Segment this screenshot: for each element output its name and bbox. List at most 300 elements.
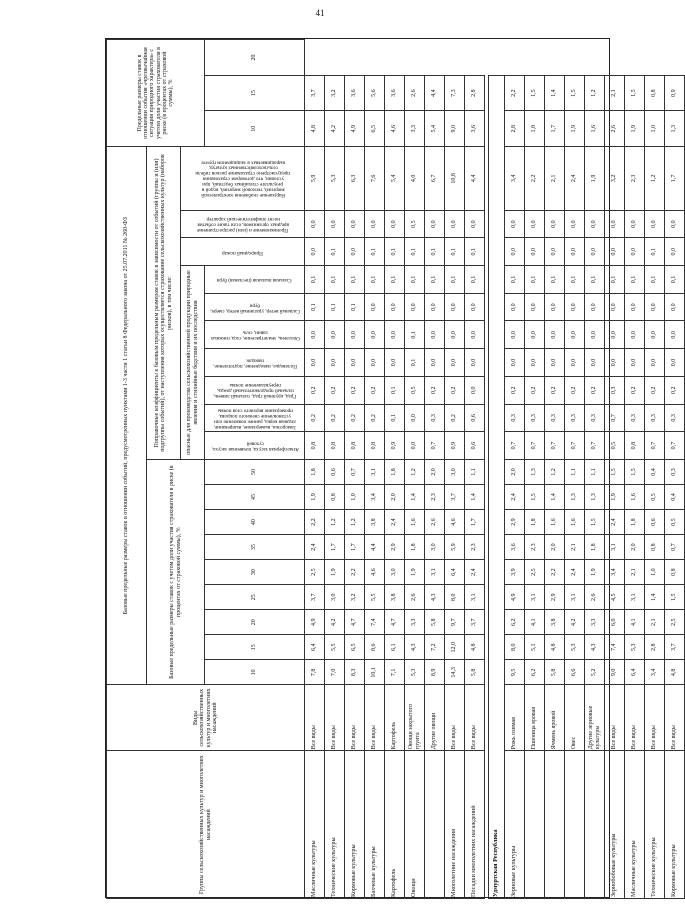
table-row xyxy=(325,40,345,899)
page-number: 41 xyxy=(315,8,325,18)
value-cell: 0,3 xyxy=(665,459,685,484)
value-cell: 0,2 xyxy=(345,404,365,432)
value-cell: 0,0 xyxy=(345,349,365,377)
col-base-45: 45 xyxy=(205,484,305,509)
value-cell: 3,7 xyxy=(305,75,325,111)
value-cell: 0,1 xyxy=(385,238,405,266)
region-title: Удмуртская Республика xyxy=(489,75,505,898)
value-cell: 0,8 xyxy=(625,432,645,460)
value-cell: 4,9 xyxy=(345,111,365,147)
value-cell: 0,1 xyxy=(565,266,585,294)
value-cell: 1,4 xyxy=(545,75,565,111)
value-cell: 1,6 xyxy=(405,510,425,535)
value-cell: 3,4 xyxy=(505,147,525,211)
value-cell: 5,2 xyxy=(585,660,605,685)
value-cell: 0,9 xyxy=(385,432,405,460)
value-cell: 2,1 xyxy=(645,610,665,635)
value-cell: 1,9 xyxy=(305,484,325,509)
value-cell: 9,0 xyxy=(445,111,465,147)
header-pests: Проникновение и (или) распространение вредных организмов, если такие события носят эпифитотический характер xyxy=(181,210,305,238)
value-cell: 0,0 xyxy=(425,321,445,349)
value-cell: 7,0 xyxy=(325,660,345,685)
col-base-25: 25 xyxy=(205,585,305,610)
value-cell: 2,2 xyxy=(345,560,365,585)
value-cell: 2,4 xyxy=(505,484,525,509)
value-cell: 5,3 xyxy=(625,635,645,660)
region-row xyxy=(489,40,505,899)
group-cell xyxy=(565,751,585,899)
value-cell: 0,2 xyxy=(325,404,345,432)
value-cell: 0,1 xyxy=(405,266,425,294)
value-cell: 1,6 xyxy=(565,510,585,535)
table-row xyxy=(465,40,485,899)
value-cell: 1,5 xyxy=(625,459,645,484)
value-cell: 4,1 xyxy=(525,610,545,635)
value-cell: 0,1 xyxy=(305,266,325,294)
value-cell: 10,1 xyxy=(365,660,385,685)
col-base-10: 10 xyxy=(205,660,305,685)
crop-cell: Все виды xyxy=(305,685,325,751)
value-cell: 2,6 xyxy=(585,585,605,610)
col-base-20: 20 xyxy=(205,610,305,635)
value-cell: 1,1 xyxy=(465,459,485,484)
value-cell: 0,0 xyxy=(305,321,325,349)
value-cell: 0,6 xyxy=(645,510,665,535)
table-header xyxy=(107,40,305,899)
value-cell: 5,1 xyxy=(525,635,545,660)
value-cell: 3,4 xyxy=(365,484,385,509)
value-cell: 2,0 xyxy=(505,459,525,484)
value-cell: 0,0 xyxy=(625,210,645,238)
header-coef: Поправочные коэффициенты к базовым предельным размерам ставок в зависимости от событий (группы и (или) подгруппы событий), от наступления которых осуществляется страхование сельскохозяйственных культур (наборов рисков), в том числе: xyxy=(147,147,181,460)
group-cell xyxy=(425,751,445,899)
value-cell: 1,8 xyxy=(405,535,425,560)
value-cell: 2,3 xyxy=(465,535,485,560)
value-cell: 4,3 xyxy=(405,635,425,660)
value-cell: 0,0 xyxy=(405,404,425,432)
value-cell: 2,4 xyxy=(605,510,625,535)
group-cell: Бахчевые культуры xyxy=(365,751,385,899)
table-row xyxy=(445,40,465,899)
table-row xyxy=(425,40,445,899)
value-cell: 0,0 xyxy=(305,349,325,377)
value-cell: 6,2 xyxy=(525,660,545,685)
value-cell: 0,0 xyxy=(365,210,385,238)
value-cell: 2,9 xyxy=(545,585,565,610)
table-row xyxy=(345,40,365,899)
table-body xyxy=(305,40,685,899)
value-cell: 0,3 xyxy=(565,404,585,432)
value-cell: 4,6 xyxy=(385,111,405,147)
value-cell: 0,7 xyxy=(505,432,525,460)
value-cell: 0,0 xyxy=(425,349,445,377)
col-nature-4: Половодье, наводнение, подтопление, паводок xyxy=(205,349,305,377)
value-cell: 0,0 xyxy=(405,432,425,460)
value-cell: 6,4 xyxy=(445,560,465,585)
value-cell: 0,1 xyxy=(525,266,545,294)
crop-cell: Все виды xyxy=(365,685,385,751)
group-cell: Овощи xyxy=(405,751,425,899)
value-cell: 1,2 xyxy=(405,459,425,484)
value-cell: 1,1 xyxy=(565,459,585,484)
value-cell: 4,2 xyxy=(325,111,345,147)
value-cell: 7,3 xyxy=(445,75,465,111)
value-cell: 0,2 xyxy=(625,376,645,404)
group-cell: Кормовые культуры xyxy=(665,751,685,899)
value-cell: 0,0 xyxy=(645,349,665,377)
value-cell: 1,3 xyxy=(525,459,545,484)
value-cell: 0,0 xyxy=(605,349,625,377)
header-base-rate: Базовые предельные размеры ставок в отношении событий, предусмотренных пунктами 1-3 части 1 статьи 8 Федерального закона от 25.07.2011 № 260-ФЗ xyxy=(107,147,147,685)
value-cell: 0,0 xyxy=(325,321,345,349)
value-cell: 1,9 xyxy=(565,111,585,147)
value-cell: 3,2 xyxy=(345,585,365,610)
value-cell: 5,8 xyxy=(425,610,445,635)
value-cell: 0,7 xyxy=(345,459,365,484)
value-cell: 1,6 xyxy=(545,510,565,535)
value-cell: 3,2 xyxy=(325,75,345,111)
col-limit-10: 10 xyxy=(205,111,305,147)
value-cell: 0,3 xyxy=(505,404,525,432)
col-nature-2: Заморозки, вымерзание, выпревание, ледяная корка, раннее появление или установление снежного покрова, промерзание верхнего слоя почвы xyxy=(205,404,305,432)
value-cell: 0,0 xyxy=(505,293,525,321)
value-cell: 1,2 xyxy=(325,510,345,535)
value-cell: 0,7 xyxy=(645,432,665,460)
value-cell: 0,4 xyxy=(665,484,685,509)
value-cell: 4,2 xyxy=(565,610,585,635)
value-cell: 0,3 xyxy=(645,404,665,432)
value-cell: 0,0 xyxy=(525,293,545,321)
value-cell: 0,1 xyxy=(325,238,345,266)
value-cell: 0,0 xyxy=(345,238,365,266)
col-limit-15: 15 xyxy=(205,75,305,111)
value-cell: 4,4 xyxy=(365,535,385,560)
value-cell: 0,7 xyxy=(605,404,625,432)
crop-cell: Другие овощи xyxy=(425,685,445,751)
col-base-50: 50 xyxy=(205,459,305,484)
value-cell: 0,2 xyxy=(665,376,685,404)
value-cell: 12,0 xyxy=(445,635,465,660)
value-cell: 0,1 xyxy=(345,293,365,321)
value-cell: 0,1 xyxy=(645,266,665,294)
value-cell: 1,9 xyxy=(325,560,345,585)
value-cell: 2,8 xyxy=(465,75,485,111)
value-cell: 0,0 xyxy=(645,210,665,238)
value-cell: 0,0 xyxy=(565,238,585,266)
value-cell: 2,1 xyxy=(605,75,625,111)
value-cell: 0,3 xyxy=(605,376,625,404)
value-cell: 6,3 xyxy=(345,147,365,211)
value-cell: 0,1 xyxy=(325,266,345,294)
value-cell: 0,0 xyxy=(585,293,605,321)
value-cell: 3,7 xyxy=(665,635,685,660)
value-cell: 7,2 xyxy=(425,635,445,660)
value-cell: 0,8 xyxy=(325,484,345,509)
value-cell: 2,2 xyxy=(525,147,545,211)
value-cell: 1,8 xyxy=(625,510,645,535)
value-cell: 0,0 xyxy=(385,293,405,321)
value-cell: 3,8 xyxy=(385,585,405,610)
table-row xyxy=(625,40,645,899)
value-cell: 0,0 xyxy=(365,321,385,349)
value-cell: 2,4 xyxy=(565,147,585,211)
value-cell: 3,1 xyxy=(465,585,485,610)
value-cell: 0,0 xyxy=(325,210,345,238)
col-nature-6: Сильный ветер, ураганный ветер, смерч, буря xyxy=(205,293,305,321)
header-power: Нарушение снабжения электрической энергией, тепловой энергией, водой в результате стихийных бедствий, при условии, что договором страхования предусмотрено страхование рисков гибели сельскохозяйственных культур, выращиваемых в защищенном грунте xyxy=(181,147,305,211)
value-cell: 5,9 xyxy=(305,147,325,211)
value-cell: 0,4 xyxy=(645,459,665,484)
value-cell: 2,0 xyxy=(425,459,445,484)
table-row xyxy=(645,40,665,899)
value-cell: 0,0 xyxy=(505,349,525,377)
value-cell: 1,3 xyxy=(585,484,605,509)
group-cell: Зерновые культуры xyxy=(505,751,525,899)
header-nature: опасные для производства сельскохозяйственной продукции природные явления и стихийные бедствия и их последствия xyxy=(181,266,205,460)
header-kinds: Виды сельскохозяйственных культур и многолетних насаждений xyxy=(107,685,305,751)
value-cell: 0,3 xyxy=(665,404,685,432)
rotated-table-frame xyxy=(105,38,678,898)
value-cell: 0,0 xyxy=(325,349,345,377)
value-cell: 0,7 xyxy=(425,432,445,460)
value-cell: 0,2 xyxy=(345,376,365,404)
value-cell: 1,6 xyxy=(585,111,605,147)
value-cell: 7,8 xyxy=(305,660,325,685)
value-cell: 6,6 xyxy=(565,660,585,685)
value-cell: 0,9 xyxy=(665,75,685,111)
value-cell: 0,1 xyxy=(425,266,445,294)
value-cell: 0,0 xyxy=(465,293,485,321)
value-cell: 5,8 xyxy=(545,660,565,685)
group-cell xyxy=(585,751,605,899)
value-cell: 1,0 xyxy=(645,111,665,147)
value-cell: 0,0 xyxy=(385,210,405,238)
value-cell: 3,3 xyxy=(585,610,605,635)
value-cell: 2,1 xyxy=(545,147,565,211)
header-base-sub: Базовые предельные размеры ставок с учетом доли участия страхователя в риске (в процентах от страховой суммы), % xyxy=(147,459,205,684)
value-cell: 1,3 xyxy=(565,484,585,509)
value-cell: 6,5 xyxy=(365,111,385,147)
value-cell: 1,9 xyxy=(605,484,625,509)
group-cell: Технические культуры xyxy=(325,751,345,899)
value-cell: 4,6 xyxy=(445,510,465,535)
value-cell: 1,2 xyxy=(345,510,365,535)
value-cell: 0,0 xyxy=(645,321,665,349)
value-cell: 0,5 xyxy=(605,432,625,460)
value-cell: 0,6 xyxy=(465,404,485,432)
value-cell: 7,6 xyxy=(365,147,385,211)
value-cell: 0,5 xyxy=(645,484,665,509)
value-cell: 3,4 xyxy=(645,660,665,685)
value-cell: 2,4 xyxy=(305,535,325,560)
value-cell: 0,9 xyxy=(445,432,465,460)
col-nature-7: Сильная пыльная (песчаная) буря xyxy=(205,266,305,294)
value-cell: 4,8 xyxy=(465,635,485,660)
group-cell: Картофель xyxy=(385,751,405,899)
value-cell: 1,7 xyxy=(545,111,565,147)
value-cell: 0,1 xyxy=(405,238,425,266)
value-cell: 0,1 xyxy=(345,266,365,294)
table-row xyxy=(525,40,545,899)
value-cell: 0,2 xyxy=(325,376,345,404)
value-cell: 0,0 xyxy=(465,210,485,238)
value-cell: 4,6 xyxy=(365,560,385,585)
value-cell: 0,1 xyxy=(665,266,685,294)
crop-cell: Рожь озимая xyxy=(505,685,525,751)
value-cell: 0,1 xyxy=(445,266,465,294)
value-cell: 0,0 xyxy=(445,349,465,377)
value-cell: 2,1 xyxy=(625,560,645,585)
group-cell: Зернобобовые культуры xyxy=(605,751,625,899)
crop-cell: Овес xyxy=(565,685,585,751)
value-cell: 2,5 xyxy=(525,560,545,585)
value-cell: 0,0 xyxy=(585,210,605,238)
value-cell: 6,7 xyxy=(425,147,445,211)
value-cell: 5,6 xyxy=(365,75,385,111)
value-cell: 1,9 xyxy=(405,560,425,585)
value-cell: 4,2 xyxy=(325,610,345,635)
value-cell: 3,8 xyxy=(365,510,385,535)
value-cell: 0,0 xyxy=(525,210,545,238)
value-cell: 0,1 xyxy=(645,238,665,266)
group-cell xyxy=(525,751,545,899)
group-cell: Посадки многолетних насаждений xyxy=(465,751,485,899)
value-cell: 0,1 xyxy=(305,293,325,321)
value-cell: 4,7 xyxy=(345,610,365,635)
value-cell: 0,0 xyxy=(465,349,485,377)
value-cell: 3,8 xyxy=(545,610,565,635)
value-cell: 5,4 xyxy=(385,147,405,211)
value-cell: 0,0 xyxy=(385,349,405,377)
value-cell: 0,7 xyxy=(585,432,605,460)
value-cell: 4,7 xyxy=(385,610,405,635)
value-cell: 0,0 xyxy=(405,293,425,321)
value-cell: 0,0 xyxy=(565,293,585,321)
value-cell: 0,8 xyxy=(365,432,385,460)
header-fire: Природный пожар xyxy=(181,238,305,266)
value-cell: 0,3 xyxy=(585,404,605,432)
value-cell: 0,1 xyxy=(465,238,485,266)
value-cell: 0,1 xyxy=(625,266,645,294)
value-cell: 0,8 xyxy=(305,432,325,460)
value-cell: 0,0 xyxy=(545,321,565,349)
value-cell: 2,5 xyxy=(665,610,685,635)
value-cell: 0,0 xyxy=(525,349,545,377)
crop-cell: Картофель xyxy=(385,685,405,751)
value-cell: 0,1 xyxy=(385,376,405,404)
group-cell: Многолетние насаждения xyxy=(445,751,465,899)
value-cell: 1,7 xyxy=(465,510,485,535)
value-cell: 3,1 xyxy=(625,585,645,610)
value-cell: 2,6 xyxy=(405,585,425,610)
value-cell: 0,3 xyxy=(525,404,545,432)
value-cell: 0,0 xyxy=(505,238,525,266)
value-cell: 3,1 xyxy=(425,560,445,585)
crop-cell: Все виды xyxy=(625,685,645,751)
value-cell: 1,7 xyxy=(345,535,365,560)
value-cell: 4,9 xyxy=(505,585,525,610)
value-cell: 0,1 xyxy=(585,266,605,294)
value-cell: 1,4 xyxy=(465,484,485,509)
value-cell: 0,5 xyxy=(405,210,425,238)
value-cell: 10,8 xyxy=(445,147,465,211)
value-cell: 0,2 xyxy=(445,376,465,404)
value-cell: 3,2 xyxy=(605,147,625,211)
value-cell: 0,0 xyxy=(445,321,465,349)
value-cell: 2,6 xyxy=(405,75,425,111)
value-cell: 3,7 xyxy=(445,484,465,509)
value-cell: 0,0 xyxy=(565,210,585,238)
value-cell: 0,0 xyxy=(665,349,685,377)
value-cell: 0,0 xyxy=(305,238,325,266)
value-cell: 3,0 xyxy=(385,560,405,585)
value-cell: 2,3 xyxy=(425,484,445,509)
value-cell: 4,4 xyxy=(465,147,485,211)
value-cell: 3,1 xyxy=(605,535,625,560)
value-cell: 1,4 xyxy=(405,484,425,509)
value-cell: 4,9 xyxy=(305,610,325,635)
value-cell: 7,4 xyxy=(365,610,385,635)
value-cell: 0,1 xyxy=(365,238,385,266)
table-row xyxy=(385,40,405,899)
crop-cell: Ячмень яровой xyxy=(545,685,565,751)
value-cell: 3,0 xyxy=(445,459,465,484)
value-cell: 2,2 xyxy=(305,510,325,535)
value-cell: 0,0 xyxy=(545,349,565,377)
value-cell: 9,0 xyxy=(605,660,625,685)
value-cell: 4,4 xyxy=(425,75,445,111)
value-cell: 0,1 xyxy=(465,266,485,294)
value-cell: 1,9 xyxy=(585,147,605,211)
value-cell: 0,0 xyxy=(625,293,645,321)
value-cell: 0,0 xyxy=(585,321,605,349)
value-cell: 0,7 xyxy=(545,432,565,460)
value-cell: 1,5 xyxy=(665,585,685,610)
value-cell: 5,3 xyxy=(405,660,425,685)
value-cell: 1,1 xyxy=(585,459,605,484)
value-cell: 8,6 xyxy=(365,635,385,660)
value-cell: 0,8 xyxy=(345,432,365,460)
header-limit: Предельные размеры ставок в отношении события «чрезвычайная ситуация природного характера» с учетом доли участия страхователя в риске (в процентах от страховой суммы), % xyxy=(107,40,205,147)
value-cell: 2,0 xyxy=(545,535,565,560)
value-cell: 1,5 xyxy=(605,459,625,484)
value-cell: 0,2 xyxy=(545,376,565,404)
header-groups: Группы сельскохозяйственных культур и многолетних насаждений xyxy=(107,751,305,899)
value-cell: 8,0 xyxy=(505,635,525,660)
col-limit-20: 20 xyxy=(205,40,305,76)
value-cell: 0,2 xyxy=(305,404,325,432)
value-cell: 2,3 xyxy=(525,535,545,560)
value-cell: 2,4 xyxy=(465,560,485,585)
value-cell: 0,1 xyxy=(545,266,565,294)
value-cell: 4,8 xyxy=(665,660,685,685)
value-cell: 6,5 xyxy=(345,635,365,660)
value-cell: 0,6 xyxy=(325,459,345,484)
value-cell: 5,3 xyxy=(325,147,345,211)
value-cell: 0,0 xyxy=(465,321,485,349)
value-cell: 0,0 xyxy=(585,349,605,377)
value-cell: 3,6 xyxy=(345,75,365,111)
value-cell: 0,3 xyxy=(625,404,645,432)
rates-table xyxy=(106,39,685,899)
value-cell: 14,3 xyxy=(445,660,465,685)
value-cell: 1,8 xyxy=(585,535,605,560)
value-cell: 2,5 xyxy=(305,560,325,585)
value-cell: 1,5 xyxy=(525,484,545,509)
value-cell: 2,9 xyxy=(505,510,525,535)
value-cell: 0,2 xyxy=(365,404,385,432)
value-cell: 0,0 xyxy=(585,238,605,266)
